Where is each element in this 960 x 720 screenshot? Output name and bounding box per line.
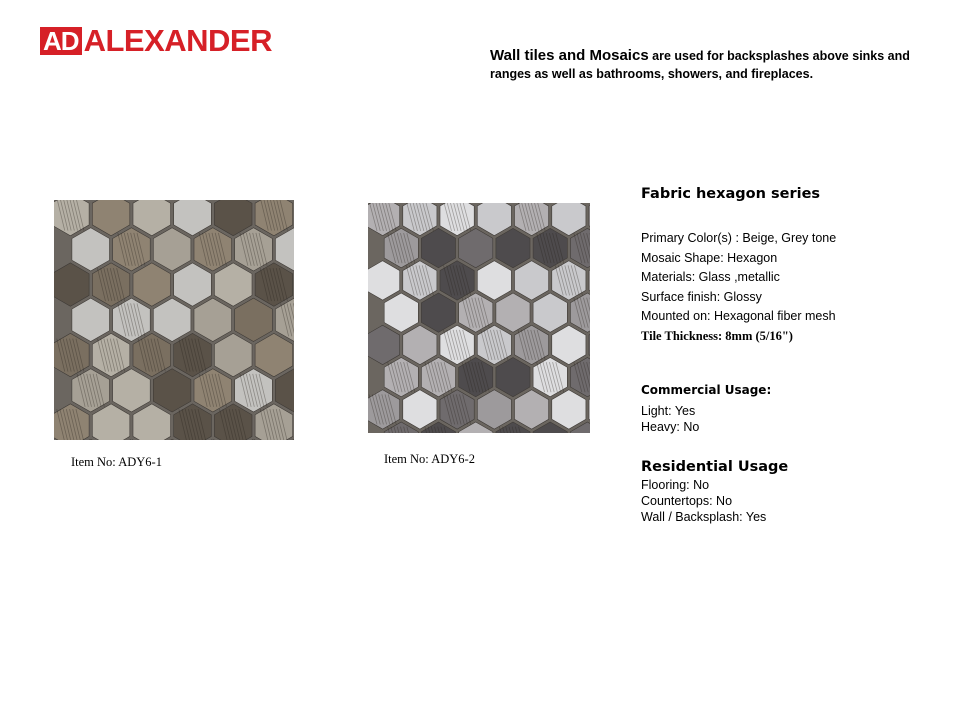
spec-shape: Mosaic Shape: Hexagon (641, 250, 778, 265)
commercial-usage-list (641, 403, 699, 435)
commercial-usage-title: Commercial Usage: (641, 383, 772, 397)
commercial-heavy: Heavy: No (641, 420, 700, 434)
hexagon-mosaic-sheet-2 (368, 203, 590, 433)
brand-logo (40, 23, 272, 58)
residential-usage-title: Residential Usage (641, 459, 789, 475)
product-image-ady6-1 (54, 200, 294, 440)
brand-name: ALEXANDER (83, 23, 272, 58)
item-number-caption: Item No: ADY6-1 (71, 455, 162, 469)
spec-thickness: Tile Thickness: 8mm (5/16") (641, 328, 793, 343)
product-image-ady6-2 (368, 203, 590, 433)
spec-mounted: Mounted on: Hexagonal fiber mesh (641, 309, 836, 323)
item-number-caption: Item No: ADY6-2 (384, 452, 475, 466)
series-title: Fabric hexagon series (641, 186, 821, 202)
residential-flooring: Flooring: No (641, 478, 710, 492)
residential-usage-list (641, 477, 766, 525)
spec-primary-color: Primary Color(s) : Beige, Grey tone (641, 231, 837, 245)
spec-finish: Surface finish: Glossy (641, 289, 762, 304)
commercial-light: Light: Yes (641, 404, 696, 418)
spec-list (641, 229, 836, 346)
hexagon-mosaic-sheet-1 (54, 200, 294, 440)
intro-rest: are used for backsplashes above sinks and ranges as well as bathrooms, showers, and fireplaces. (490, 49, 910, 81)
intro-lead: Wall tiles and Mosaics (490, 47, 649, 64)
residential-countertops: Countertops: No (641, 494, 733, 508)
intro-text (490, 47, 930, 83)
residential-wall: Wall / Backsplash: Yes (641, 510, 767, 524)
brand-mark: AD (40, 27, 82, 55)
spec-materials: Materials: Glass ,metallic (641, 270, 780, 284)
